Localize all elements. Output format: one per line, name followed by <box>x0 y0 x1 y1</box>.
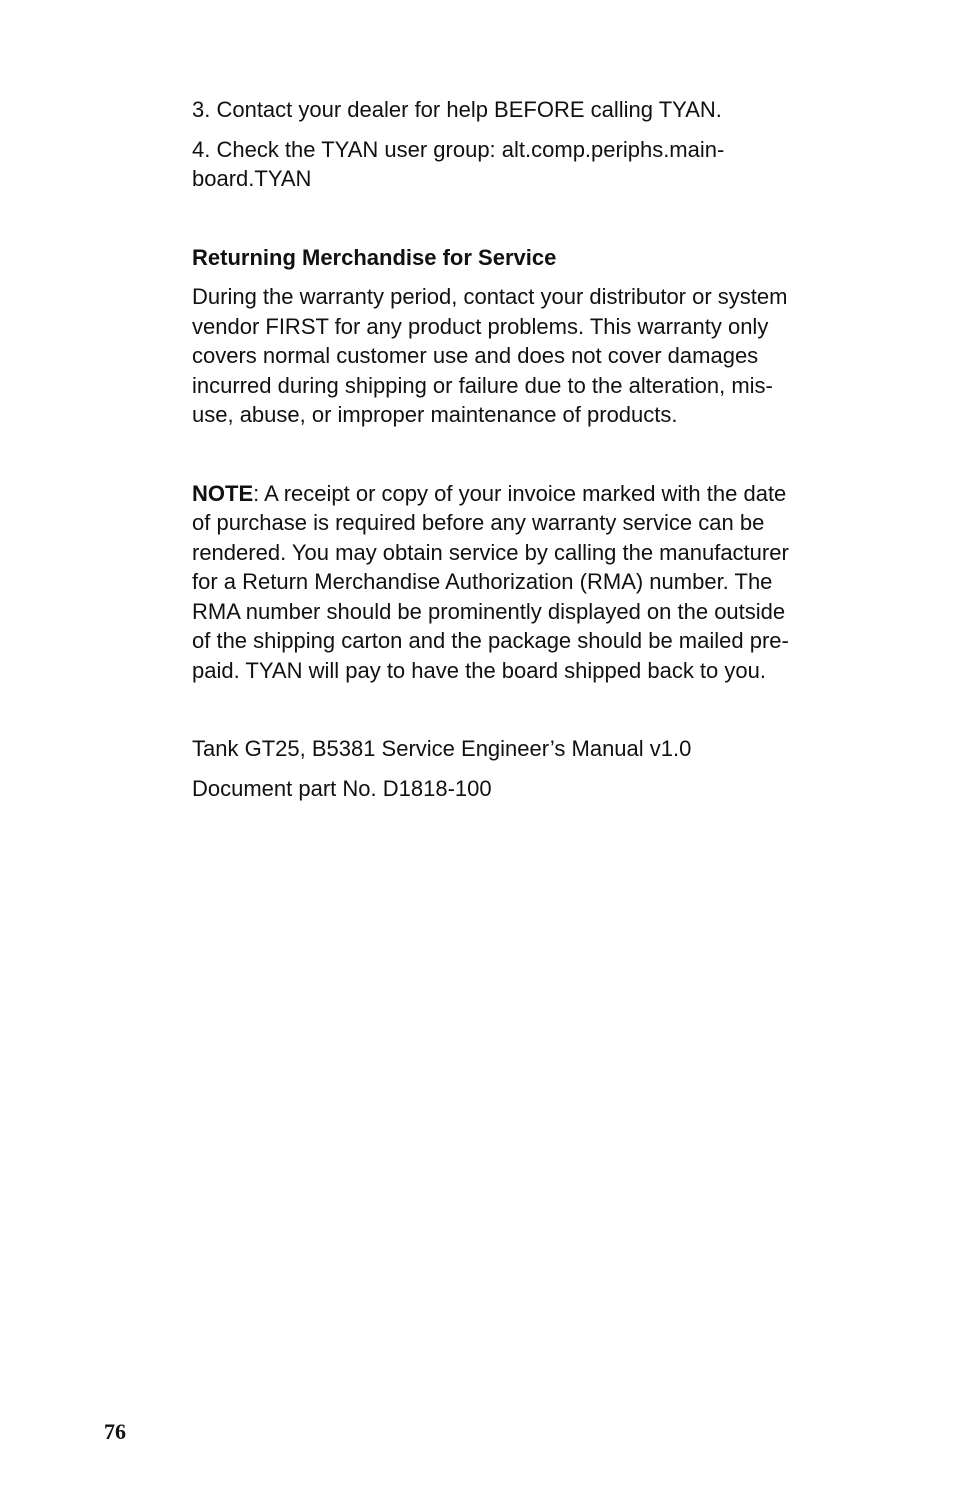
note-line: rendered. You may obtain service by calling the manufacturer <box>192 539 789 565</box>
note-line: of purchase is required before any warranty service can be <box>192 510 765 535</box>
returning-line: covers normal customer use and does not cover damages <box>192 343 759 368</box>
support-step-3: 3. Contact your dealer for help BEFORE calling TYAN. <box>192 97 722 122</box>
note-line: : A receipt or copy of your invoice marked with the date <box>253 480 787 506</box>
page-content <box>192 95 872 803</box>
returning-merchandise-paragraph <box>192 282 872 430</box>
support-step-4 <box>192 135 872 194</box>
support-step-4-line-1: 4. Check the TYAN user group: alt.comp.periphs.main- <box>192 136 725 162</box>
returning-line: vendor FIRST for any product problems. This warranty only <box>192 313 769 339</box>
manual-title: Tank GT25, B5381 Service Engineer’s Manual v1.0 <box>192 736 692 761</box>
note-line: for a Return Merchandise Authorization (RMA) number. The <box>192 569 773 594</box>
returning-merchandise-heading: Returning Merchandise for Service <box>192 244 557 270</box>
returning-line: use, abuse, or improper maintenance of products. <box>192 402 678 427</box>
note-paragraph <box>192 479 872 686</box>
support-step-4-line-2: board.TYAN <box>192 166 312 191</box>
note-line: paid. TYAN will pay to have the board shipped back to you. <box>192 657 766 683</box>
returning-line: During the warranty period, contact your distributor or system <box>192 284 788 309</box>
note-label: NOTE <box>192 480 254 506</box>
note-line: of the shipping carton and the package should be mailed pre- <box>192 628 789 653</box>
returning-line: incurred during shipping or failure due to the alteration, mis- <box>192 372 773 398</box>
document-part-number: Document part No. D1818-100 <box>192 775 492 801</box>
note-line: RMA number should be prominently displayed on the outside <box>192 598 786 624</box>
page-number: 76 <box>104 1419 126 1444</box>
